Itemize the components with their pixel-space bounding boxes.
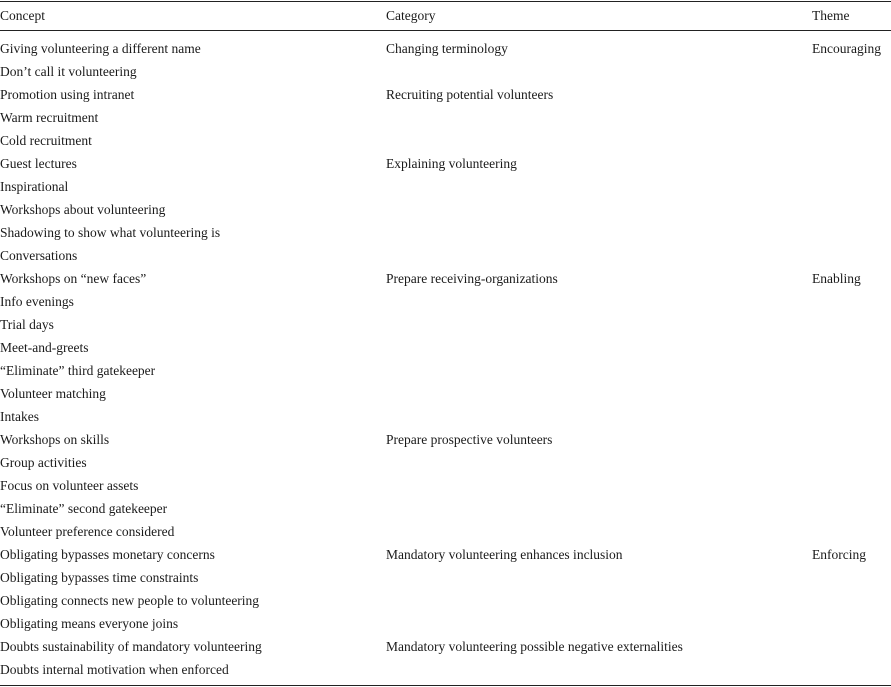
cell-theme: Encouraging [812, 41, 881, 56]
cell-concept: Group activities [0, 455, 87, 470]
cell-category: Prepare prospective volunteers [386, 432, 553, 447]
cell-category: Mandatory volunteering enhances inclusion [386, 547, 623, 562]
column-header-concept: Concept [0, 8, 45, 23]
table-row [0, 568, 891, 591]
table-row [0, 591, 891, 614]
cell-category: Explaining volunteering [386, 156, 517, 171]
cell-category: Recruiting potential volunteers [386, 87, 554, 102]
table-row [0, 453, 891, 476]
cell-concept: Obligating connects new people to volunteering [0, 593, 260, 608]
cell-concept: Meet-and-greets [0, 340, 89, 355]
table-bottom-rule [0, 685, 891, 686]
cell-theme: Enforcing [812, 547, 866, 562]
table-row [0, 62, 891, 85]
cell-concept: Intakes [0, 409, 39, 424]
table-row [0, 85, 891, 108]
table-row [0, 223, 891, 246]
column-header-category: Category [386, 8, 436, 23]
cell-concept: Conversations [0, 248, 78, 263]
table-row [0, 407, 891, 430]
cell-concept: Trial days [0, 317, 54, 332]
table-row [0, 361, 891, 384]
table-row [0, 269, 891, 292]
cell-concept: Info evenings [0, 294, 74, 309]
column-header-theme: Theme [812, 8, 850, 23]
table-row [0, 522, 891, 545]
cell-concept: Obligating means everyone joins [0, 616, 179, 631]
table-row [0, 614, 891, 637]
table-row [0, 660, 891, 683]
cell-theme: Enabling [812, 271, 861, 286]
table-header [0, 7, 891, 25]
cell-concept: Workshops on skills [0, 432, 110, 447]
cell-category: Mandatory volunteering possible negative externalities [386, 639, 683, 654]
cell-concept: Guest lectures [0, 156, 77, 171]
table-header-rule [0, 30, 891, 31]
table-body [0, 39, 891, 683]
cell-concept: Volunteer matching [0, 386, 106, 401]
table-row [0, 131, 891, 154]
table-row [0, 154, 891, 177]
table-row [0, 292, 891, 315]
table-row [0, 108, 891, 131]
table-row [0, 430, 891, 453]
cell-concept: Doubts sustainability of mandatory volunteering [0, 639, 262, 654]
cell-category: Prepare receiving-organizations [386, 271, 558, 286]
cell-concept: Inspirational [0, 179, 69, 194]
table-row [0, 637, 891, 660]
table-row [0, 39, 891, 62]
cell-concept: “Eliminate” second gatekeeper [0, 501, 168, 516]
cell-concept: Giving volunteering a different name [0, 41, 201, 56]
cell-category: Changing terminology [386, 41, 508, 56]
cell-concept: Obligating bypasses monetary concerns [0, 547, 215, 562]
table-row [0, 384, 891, 407]
table-row [0, 246, 891, 269]
cell-concept: Workshops on “new faces” [0, 271, 147, 286]
table-row [0, 200, 891, 223]
cell-concept: “Eliminate” third gatekeeper [0, 363, 156, 378]
cell-concept: Cold recruitment [0, 133, 92, 148]
cell-concept: Warm recruitment [0, 110, 99, 125]
table-row [0, 476, 891, 499]
cell-concept: Focus on volunteer assets [0, 478, 139, 493]
cell-concept: Don’t call it volunteering [0, 64, 137, 79]
table-row [0, 177, 891, 200]
cell-concept: Promotion using intranet [0, 87, 135, 102]
table-row [0, 499, 891, 522]
table-row [0, 545, 891, 568]
cell-concept: Volunteer preference considered [0, 524, 175, 539]
cell-concept: Obligating bypasses time constraints [0, 570, 199, 585]
table-row [0, 338, 891, 361]
table-top-rule [0, 1, 891, 2]
cell-concept: Doubts internal motivation when enforced [0, 662, 229, 677]
cell-concept: Workshops about volunteering [0, 202, 166, 217]
table-row [0, 315, 891, 338]
cell-concept: Shadowing to show what volunteering is [0, 225, 221, 240]
